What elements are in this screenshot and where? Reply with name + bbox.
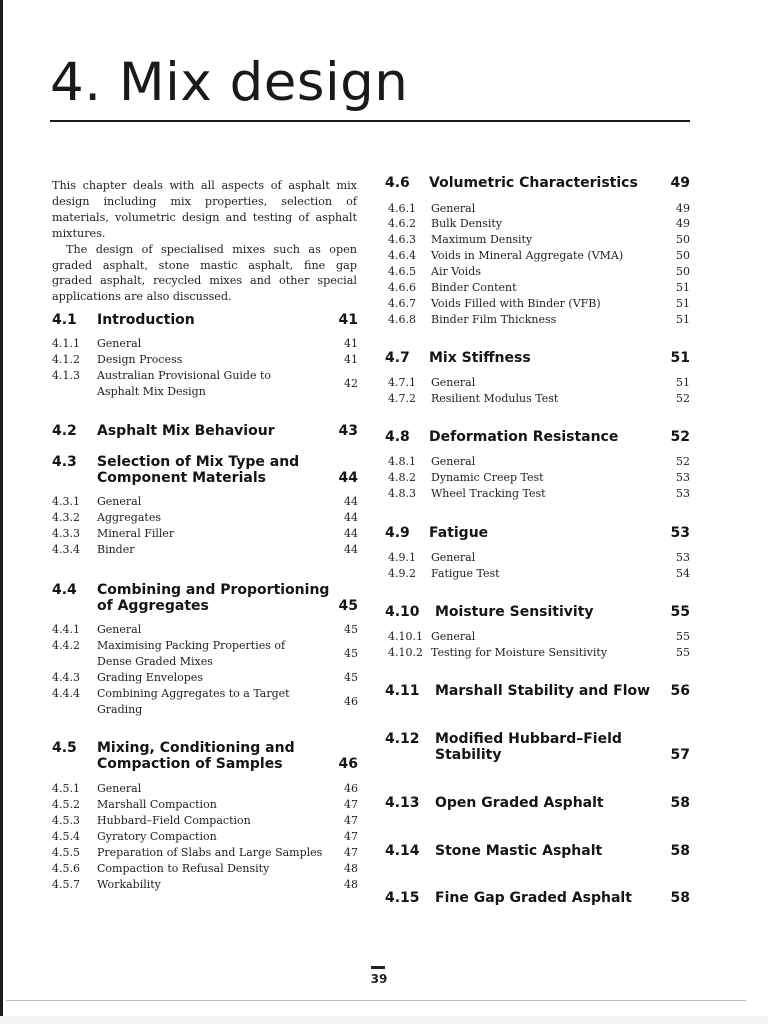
toc-section bbox=[385, 525, 690, 541]
title-rule bbox=[50, 120, 690, 122]
subsection-number: 4.5.4 bbox=[52, 830, 80, 843]
subsection-page-number: 44 bbox=[344, 543, 358, 556]
toc-section bbox=[385, 795, 690, 811]
subsection-title: Binder Content bbox=[431, 281, 517, 294]
subsection-page-number: 44 bbox=[344, 495, 358, 508]
section-title: Introduction bbox=[97, 312, 195, 328]
subsection-title: Combining Aggregates to a Target bbox=[97, 687, 290, 700]
section-number: 4.6 bbox=[385, 175, 410, 191]
subsection-page-number: 51 bbox=[676, 297, 690, 310]
toc-subsection bbox=[388, 629, 690, 645]
subsection-number: 4.7.2 bbox=[388, 392, 416, 405]
subsection-title: General bbox=[97, 337, 142, 350]
section-page-number: 49 bbox=[670, 175, 690, 191]
toc-subsection bbox=[52, 638, 358, 669]
toc-subsection bbox=[52, 336, 358, 352]
subsection-title: General bbox=[431, 455, 476, 468]
subsection-title: General bbox=[431, 376, 476, 389]
section-page-number: 57 bbox=[670, 747, 690, 763]
section-page-number: 45 bbox=[338, 598, 358, 614]
subsection-title: Resilient Modulus Test bbox=[431, 392, 559, 405]
toc-section bbox=[385, 843, 690, 859]
toc-section bbox=[52, 582, 358, 614]
section-title: Combining and Proportioning bbox=[97, 582, 330, 598]
subsection-title: General bbox=[431, 202, 476, 215]
section-page-number: 43 bbox=[338, 423, 358, 439]
subsection-number: 4.1.1 bbox=[52, 337, 80, 350]
subsection-number: 4.3.2 bbox=[52, 511, 80, 524]
toc-section bbox=[385, 429, 690, 445]
subsection-page-number: 50 bbox=[676, 249, 690, 262]
subsection-number: 4.6.7 bbox=[388, 297, 416, 310]
subsection-number: 4.6.5 bbox=[388, 265, 416, 278]
toc-subsection bbox=[388, 375, 690, 391]
section-number: 4.15 bbox=[385, 890, 420, 906]
subsection-number: 4.6.4 bbox=[388, 249, 416, 262]
subsection-title: Hubbard–Field Compaction bbox=[97, 814, 251, 827]
subsection-number: 4.1.2 bbox=[52, 353, 80, 366]
section-page-number: 56 bbox=[670, 683, 690, 699]
subsection-number: 4.6.2 bbox=[388, 217, 416, 230]
subsection-number: 4.4.2 bbox=[52, 639, 80, 652]
subsection-page-number: 41 bbox=[344, 353, 358, 366]
toc-subsection bbox=[52, 352, 358, 368]
section-title-line-2: Component Materials bbox=[97, 470, 266, 486]
subsection-page-number: 49 bbox=[676, 217, 690, 230]
section-page-number: 58 bbox=[670, 795, 690, 811]
subsection-title: Testing for Moisture Sensitivity bbox=[431, 646, 608, 659]
subsection-number: 4.8.2 bbox=[388, 471, 416, 484]
section-page-number: 46 bbox=[338, 756, 358, 772]
subsection-title: General bbox=[97, 782, 142, 795]
section-title-line-2: Compaction of Samples bbox=[97, 756, 283, 772]
toc-subsection bbox=[388, 391, 690, 407]
subsection-page-number: 55 bbox=[676, 646, 690, 659]
subsection-title-line-2: Grading bbox=[97, 702, 143, 716]
chapter-title: 4. Mix design bbox=[50, 52, 409, 113]
toc-subsection bbox=[388, 486, 690, 502]
subsection-page-number: 45 bbox=[344, 647, 358, 660]
section-number: 4.5 bbox=[52, 740, 77, 756]
section-number: 4.3 bbox=[52, 454, 77, 470]
section-title: Deformation Resistance bbox=[429, 429, 619, 445]
toc-section bbox=[52, 454, 358, 486]
subsection-page-number: 47 bbox=[344, 798, 358, 811]
subsection-title: Bulk Density bbox=[431, 217, 503, 230]
section-title: Selection of Mix Type and bbox=[97, 454, 300, 470]
subsection-title: Mineral Filler bbox=[97, 527, 175, 540]
subsection-page-number: 48 bbox=[344, 862, 358, 875]
section-title: Open Graded Asphalt bbox=[435, 795, 604, 811]
subsection-title: Australian Provisional Guide to bbox=[97, 369, 272, 382]
section-title: Stone Mastic Asphalt bbox=[435, 843, 603, 859]
page-number-bar bbox=[371, 966, 385, 969]
toc-section bbox=[52, 740, 358, 772]
subsection-number: 4.4.1 bbox=[52, 623, 80, 636]
section-number: 4.1 bbox=[52, 312, 77, 328]
subsection-page-number: 51 bbox=[676, 376, 690, 389]
subsection-number: 4.8.1 bbox=[388, 455, 416, 468]
section-page-number: 51 bbox=[670, 350, 690, 366]
subsection-title: Preparation of Slabs and Large Samples bbox=[97, 846, 323, 859]
section-number: 4.14 bbox=[385, 843, 420, 859]
section-title: Marshall Stability and Flow bbox=[435, 683, 651, 699]
section-number: 4.7 bbox=[385, 350, 410, 366]
section-title: Moisture Sensitivity bbox=[435, 604, 594, 620]
bottom-margin bbox=[0, 1016, 768, 1024]
toc-section bbox=[385, 604, 690, 620]
toc-subsection bbox=[388, 280, 690, 296]
toc-subsection bbox=[388, 470, 690, 486]
subsection-title: Design Process bbox=[97, 353, 183, 366]
subsection-title: Marshall Compaction bbox=[97, 798, 217, 811]
subsection-page-number: 45 bbox=[344, 623, 358, 636]
bottom-rule bbox=[6, 1000, 746, 1001]
subsection-page-number: 50 bbox=[676, 233, 690, 246]
subsection-number: 4.5.2 bbox=[52, 798, 80, 811]
chapter-intro bbox=[52, 178, 357, 305]
subsection-number: 4.3.4 bbox=[52, 543, 80, 556]
section-title: Fatigue bbox=[429, 525, 489, 541]
subsection-page-number: 53 bbox=[676, 487, 690, 500]
subsection-page-number: 55 bbox=[676, 630, 690, 643]
subsection-number: 4.8.3 bbox=[388, 487, 416, 500]
toc-subsection bbox=[52, 622, 358, 638]
subsection-number: 4.7.1 bbox=[388, 376, 416, 389]
toc-subsection bbox=[388, 566, 690, 582]
section-page-number: 58 bbox=[670, 843, 690, 859]
subsection-title: Wheel Tracking Test bbox=[431, 487, 546, 500]
subsection-page-number: 47 bbox=[344, 814, 358, 827]
toc-subsection bbox=[52, 542, 358, 558]
subsection-title: General bbox=[431, 630, 476, 643]
intro-paragraph-1: This chapter deals with all aspects of asphalt mix design including mix properties, selection of materials, volumetric design and testing of asphalt mixtures. bbox=[52, 179, 357, 240]
subsection-number: 4.5.3 bbox=[52, 814, 80, 827]
section-number: 4.8 bbox=[385, 429, 410, 445]
section-page-number: 41 bbox=[338, 312, 358, 328]
section-number: 4.13 bbox=[385, 795, 420, 811]
subsection-title: Maximum Density bbox=[431, 233, 533, 246]
subsection-title-line-2: Asphalt Mix Design bbox=[97, 384, 206, 398]
section-page-number: 44 bbox=[338, 470, 358, 486]
subsection-number: 4.1.3 bbox=[52, 369, 80, 382]
section-number: 4.11 bbox=[385, 683, 420, 699]
page-edge-left bbox=[0, 0, 3, 1024]
toc-subsection bbox=[52, 494, 358, 510]
section-number: 4.9 bbox=[385, 525, 410, 541]
subsection-number: 4.6.1 bbox=[388, 202, 416, 215]
toc-section bbox=[52, 423, 358, 439]
subsection-number: 4.3.1 bbox=[52, 495, 80, 508]
subsection-title: Maximising Packing Properties of bbox=[97, 639, 286, 652]
toc-subsection bbox=[52, 797, 358, 813]
subsection-number: 4.5.7 bbox=[52, 878, 80, 891]
intro-paragraph-2: The design of specialised mixes such as open graded asphalt, stone mastic asphalt, fine gap graded asphalt, recycled mixes and other special applications are also discussed. bbox=[52, 242, 357, 304]
toc-section bbox=[385, 731, 690, 763]
subsection-title: Binder Film Thickness bbox=[431, 313, 557, 326]
toc-subsection bbox=[52, 829, 358, 845]
subsection-title: General bbox=[431, 551, 476, 564]
toc-subsection bbox=[52, 845, 358, 861]
subsection-title: Air Voids bbox=[431, 265, 481, 278]
subsection-number: 4.5.5 bbox=[52, 846, 80, 859]
subsection-title: Aggregates bbox=[97, 511, 161, 524]
section-number: 4.12 bbox=[385, 731, 420, 747]
subsection-number: 4.9.1 bbox=[388, 551, 416, 564]
subsection-page-number: 51 bbox=[676, 313, 690, 326]
subsection-number: 4.5.6 bbox=[52, 862, 80, 875]
subsection-title: General bbox=[97, 495, 142, 508]
toc-subsection bbox=[388, 312, 690, 328]
subsection-page-number: 51 bbox=[676, 281, 690, 294]
subsection-page-number: 52 bbox=[676, 455, 690, 468]
subsection-page-number: 50 bbox=[676, 265, 690, 278]
subsection-page-number: 42 bbox=[344, 377, 358, 390]
subsection-number: 4.6.3 bbox=[388, 233, 416, 246]
toc-subsection bbox=[52, 781, 358, 797]
section-number: 4.2 bbox=[52, 423, 77, 439]
toc-section bbox=[385, 350, 690, 366]
section-title-line-2: of Aggregates bbox=[97, 598, 209, 614]
subsection-title: Binder bbox=[97, 543, 135, 556]
section-title: Volumetric Characteristics bbox=[429, 175, 638, 191]
section-title: Mix Stiffness bbox=[429, 350, 531, 366]
section-number: 4.4 bbox=[52, 582, 77, 598]
subsection-page-number: 48 bbox=[344, 878, 358, 891]
subsection-page-number: 46 bbox=[344, 695, 358, 708]
section-number: 4.10 bbox=[385, 604, 420, 620]
subsection-page-number: 44 bbox=[344, 511, 358, 524]
subsection-page-number: 47 bbox=[344, 830, 358, 843]
toc-subsection bbox=[52, 861, 358, 877]
subsection-page-number: 47 bbox=[344, 846, 358, 859]
subsection-page-number: 45 bbox=[344, 671, 358, 684]
section-page-number: 58 bbox=[670, 890, 690, 906]
section-page-number: 53 bbox=[670, 525, 690, 541]
section-title: Modified Hubbard–Field bbox=[435, 731, 622, 747]
subsection-number: 4.6.8 bbox=[388, 313, 416, 326]
toc-section bbox=[385, 683, 690, 699]
subsection-page-number: 53 bbox=[676, 471, 690, 484]
toc-subsection bbox=[388, 248, 690, 264]
subsection-title-line-2: Dense Graded Mixes bbox=[97, 654, 213, 668]
subsection-title: Compaction to Refusal Density bbox=[97, 862, 270, 875]
subsection-title: Voids in Mineral Aggregate (VMA) bbox=[431, 249, 624, 262]
toc-subsection bbox=[52, 877, 358, 893]
subsection-number: 4.5.1 bbox=[52, 782, 80, 795]
section-title: Mixing, Conditioning and bbox=[97, 740, 295, 756]
subsection-page-number: 46 bbox=[344, 782, 358, 795]
subsection-title: Dynamic Creep Test bbox=[431, 471, 544, 484]
toc-subsection bbox=[388, 645, 690, 661]
toc-subsection bbox=[52, 526, 358, 542]
subsection-page-number: 54 bbox=[676, 567, 690, 580]
page-number: 39 bbox=[370, 972, 388, 986]
subsection-title: Fatigue Test bbox=[431, 567, 500, 580]
section-page-number: 55 bbox=[670, 604, 690, 620]
toc-subsection bbox=[52, 686, 358, 717]
toc-subsection bbox=[388, 296, 690, 312]
section-page-number: 52 bbox=[670, 429, 690, 445]
toc-section bbox=[385, 890, 690, 906]
subsection-page-number: 44 bbox=[344, 527, 358, 540]
toc-section bbox=[385, 175, 690, 191]
subsection-title: General bbox=[97, 623, 142, 636]
subsection-number: 4.9.2 bbox=[388, 567, 416, 580]
subsection-title: Grading Envelopes bbox=[97, 671, 203, 684]
subsection-number: 4.4.3 bbox=[52, 671, 80, 684]
subsection-title: Gyratory Compaction bbox=[97, 830, 217, 843]
toc-subsection bbox=[388, 232, 690, 248]
subsection-title: Workability bbox=[97, 878, 161, 891]
toc-subsection bbox=[388, 550, 690, 566]
subsection-number: 4.4.4 bbox=[52, 687, 80, 700]
section-title: Fine Gap Graded Asphalt bbox=[435, 890, 632, 906]
subsection-page-number: 49 bbox=[676, 202, 690, 215]
toc-subsection bbox=[388, 216, 690, 232]
section-title-line-2: Stability bbox=[435, 747, 502, 763]
subsection-number: 4.3.3 bbox=[52, 527, 80, 540]
subsection-page-number: 52 bbox=[676, 392, 690, 405]
section-title: Asphalt Mix Behaviour bbox=[97, 423, 275, 439]
toc-subsection bbox=[388, 264, 690, 280]
toc-subsection bbox=[52, 670, 358, 686]
subsection-page-number: 41 bbox=[344, 337, 358, 350]
toc-subsection bbox=[52, 813, 358, 829]
subsection-number: 4.10.1 bbox=[388, 630, 423, 643]
subsection-page-number: 53 bbox=[676, 551, 690, 564]
subsection-title: Voids Filled with Binder (VFB) bbox=[431, 297, 601, 310]
toc-subsection bbox=[388, 454, 690, 470]
subsection-number: 4.10.2 bbox=[388, 646, 423, 659]
toc-subsection bbox=[52, 510, 358, 526]
toc-subsection bbox=[388, 201, 690, 217]
toc-section bbox=[52, 312, 358, 328]
subsection-number: 4.6.6 bbox=[388, 281, 416, 294]
toc-subsection bbox=[52, 368, 358, 399]
